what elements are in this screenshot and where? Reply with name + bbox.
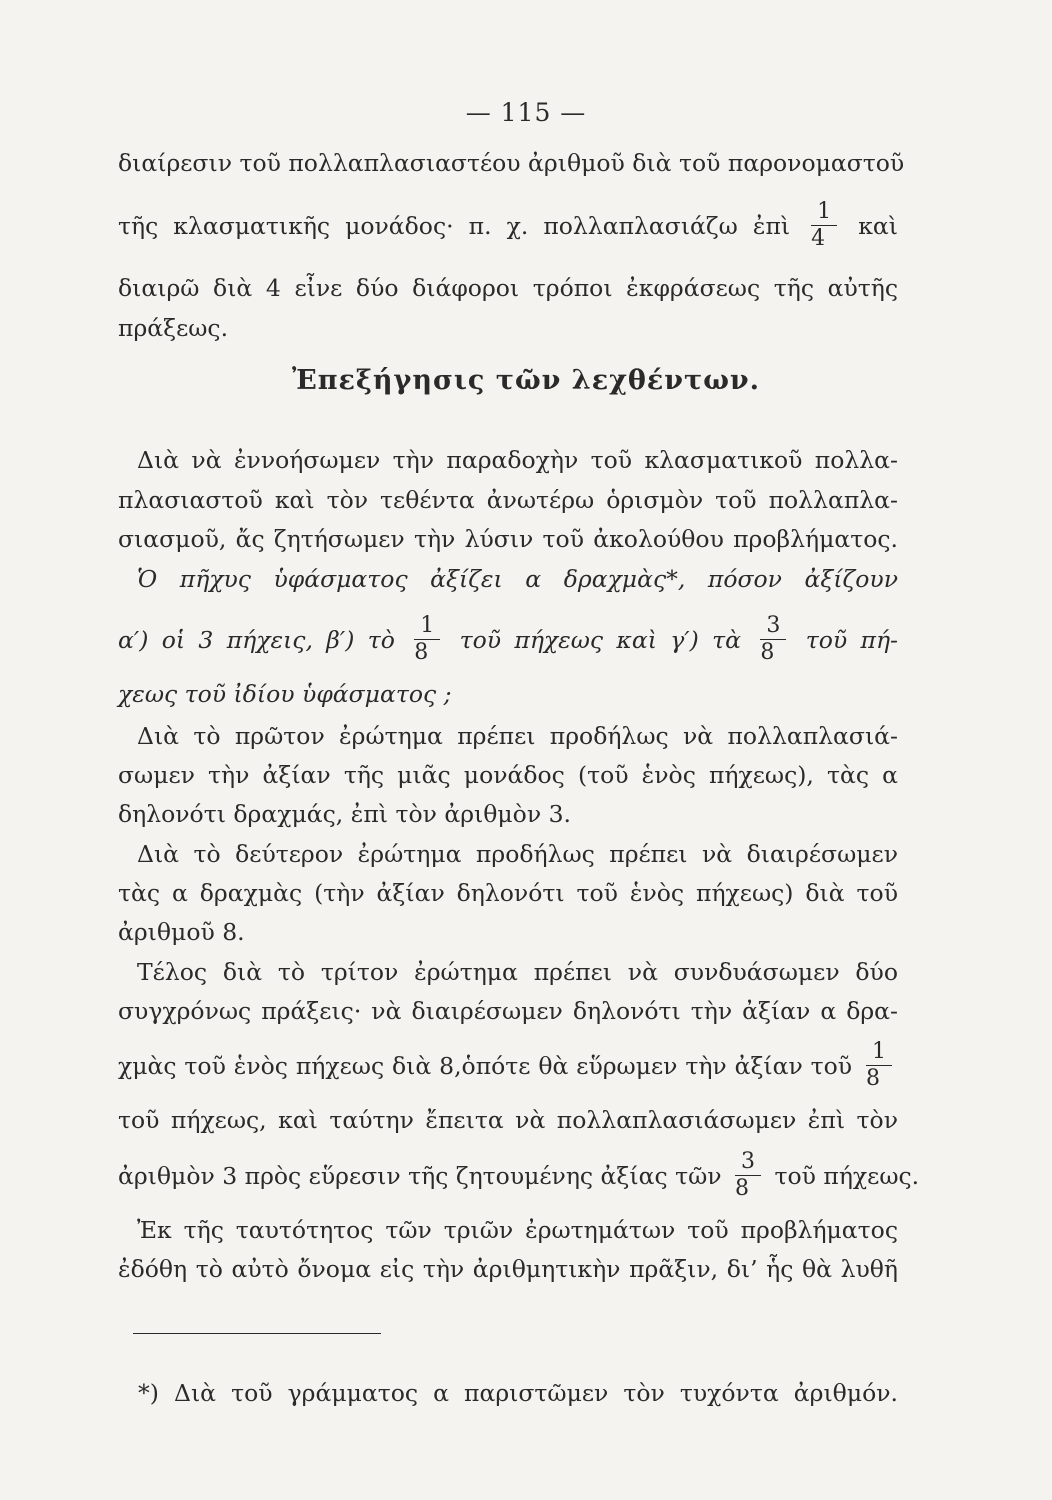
- text-line-3: διαιρῶ διὰ 4 εἶνε δύο διάφοροι τρόποι ἐκφράσεως τῆς αὐτῆς: [118, 274, 898, 302]
- text-line-14: Διὰ τὸ δεύτερον ἐρώτημα προδήλως πρέπει νὰ διαιρέσωμεν: [137, 840, 898, 868]
- fraction-one-quarter: [811, 201, 837, 250]
- text-line-6: πλασιαστοῦ καὶ τὸν τεθέντα ἀνωτέρω ὁρισμὸν τοῦ πολλαπλα-: [118, 486, 898, 514]
- fraction-denominator: 8: [760, 640, 775, 665]
- fraction-denominator: 8: [865, 1066, 880, 1091]
- text-line-9: [118, 613, 898, 665]
- text-line-10: χεως τοῦ ἰδίου ὑφάσματος ;: [118, 680, 452, 708]
- text-line-9-part-a: α′) οἱ 3 πήχεις, β′) τὸ: [118, 626, 395, 654]
- text-line-1: διαίρεσιν τοῦ πολλαπλασιαστέου ἀριθμοῦ διὰ τοῦ παρονομαστοῦ: [118, 149, 905, 177]
- text-line-15: τὰς α δραχμὰς (τὴν ἀξίαν δηλονότι τοῦ ἑνὸς πήχεως) διὰ τοῦ: [118, 879, 898, 907]
- section-heading: Ἐπεξήγησις τῶν λεχθέντων.: [291, 365, 761, 396]
- text-line-12: σωμεν τὴν ἀξίαν τῆς μιᾶς μονάδος (τοῦ ἑνὸς πήχεως), τὰς α: [118, 761, 898, 789]
- text-line-16: ἀριθμοῦ 8.: [118, 918, 245, 946]
- text-line-5: Διὰ νὰ ἐννοήσωμεν τὴν παραδοχὴν τοῦ κλασματικοῦ πολλα-: [137, 446, 898, 474]
- footnote-rule: [133, 1333, 381, 1334]
- text-line-21-part-b: τοῦ πήχεως.: [774, 1162, 920, 1190]
- text-line-9-part-c: τοῦ πή-: [805, 626, 898, 654]
- fraction-denominator: 8: [414, 640, 429, 665]
- text-line-13: δηλονότι δραχμάς, ἐπὶ τὸν ἀριθμὸν 3.: [118, 800, 571, 828]
- fraction-numerator: 1: [420, 613, 435, 638]
- fraction-numerator: 1: [871, 1039, 886, 1064]
- fraction-denominator: 4: [811, 226, 826, 251]
- footnote: *) Διὰ τοῦ γράμματος α παριστῶμεν τὸν τυχόντα ἀριθμόν.: [138, 1379, 898, 1407]
- fraction-numerator: 3: [766, 613, 781, 638]
- text-line-2-part-a: τῆς κλασματικῆς μονάδος· π. χ. πολλαπλασιάζω ἐπὶ: [118, 212, 791, 240]
- text-line-21-part-a: ἀριθμὸν 3 πρὸς εὕρεσιν τῆς ζητουμένης ἀξίας τῶν: [118, 1162, 722, 1190]
- text-line-2: [118, 199, 898, 251]
- text-line-2-part-b: καὶ: [858, 212, 898, 240]
- text-line-9-part-b: τοῦ πήχεως καὶ γ′) τὰ: [459, 626, 742, 654]
- text-line-18: συγχρόνως πράξεις· νὰ διαιρέσωμεν δηλονότι τὴν ἀξίαν α δρα-: [118, 997, 898, 1025]
- fraction-one-eighth-2: [866, 1041, 892, 1090]
- fraction-denominator: 8: [735, 1176, 750, 1201]
- text-line-4: πράξεως.: [118, 314, 229, 342]
- text-line-11: Διὰ τὸ πρῶτον ἐρώτημα πρέπει προδήλως νὰ πολλαπλασιά-: [137, 722, 898, 750]
- text-line-17: Τέλος διὰ τὸ τρίτον ἐρώτημα πρέπει νὰ συνδυάσωμεν δύο: [137, 958, 898, 986]
- fraction-numerator: 1: [817, 199, 832, 224]
- fraction-three-eighths: [760, 615, 786, 664]
- text-line-20: τοῦ πήχεως, καὶ ταύτην ἔπειτα νὰ πολλαπλασιάσωμεν ἐπὶ τὸν: [118, 1106, 898, 1134]
- text-line-22: Ἐκ τῆς ταυτότητος τῶν τριῶν ἐρωτημάτων τοῦ προβλήματος: [137, 1216, 898, 1244]
- text-line-23: ἐδόθη τὸ αὐτὸ ὄνομα εἰς τὴν ἀριθμητικὴν πρᾶξιν, δι’ ἧς θὰ λυθῆ: [118, 1255, 898, 1283]
- text-line-21: [118, 1149, 920, 1201]
- fraction-numerator: 3: [741, 1149, 756, 1174]
- text-line-8: Ὁ πῆχυς ὑφάσματος ἀξίζει α δραχμὰς*, πόσον ἀξίζουν: [137, 565, 898, 593]
- fraction-one-eighth: [414, 615, 440, 664]
- text-line-7: σιασμοῦ, ἄς ζητήσωμεν τὴν λύσιν τοῦ ἀκολούθου προβλήματος.: [118, 525, 898, 553]
- text-line-19: [118, 1039, 898, 1091]
- fraction-three-eighths-2: [735, 1151, 761, 1200]
- text-line-19-part-a: χμὰς τοῦ ἑνὸς πήχεως διὰ 8,ὁπότε θὰ εὕρωμεν τὴν ἀξίαν τοῦ: [118, 1052, 853, 1080]
- page-number: — 115 —: [465, 98, 587, 127]
